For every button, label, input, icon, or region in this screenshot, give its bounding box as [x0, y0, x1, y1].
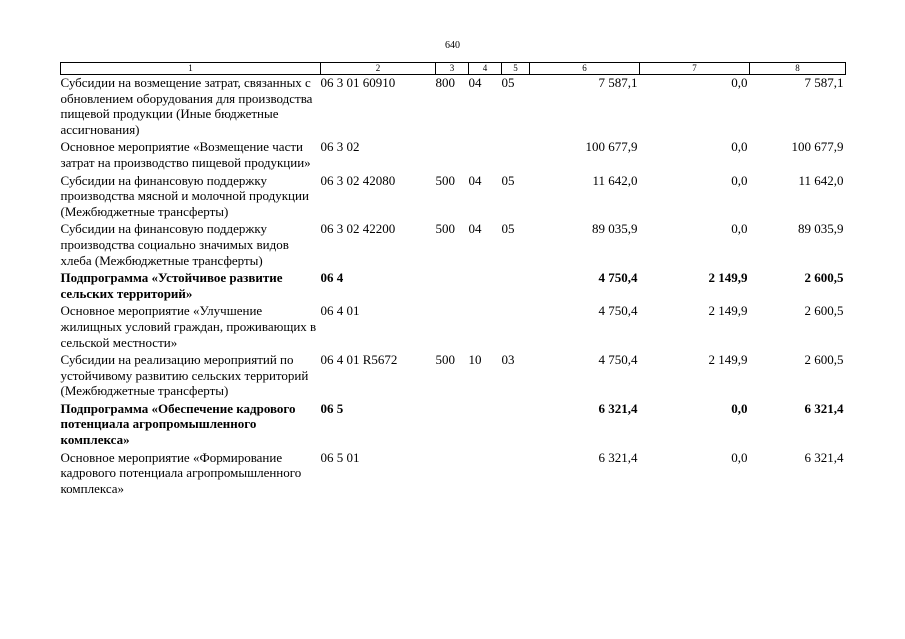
row-federal: 0,0 [731, 172, 748, 188]
row-expense-type [436, 139, 469, 172]
header-cell-7: 7 [640, 63, 750, 75]
row-total: 100 677,9 [585, 139, 638, 155]
row-code: 06 5 01 [320, 449, 360, 465]
table-row [61, 401, 846, 450]
row-total: 4 750,4 [598, 270, 638, 286]
row-subsection [502, 139, 530, 172]
row-expense-type [436, 401, 469, 450]
row-name: Подпрограмма «Устойчивое развитие сельских территорий» [60, 270, 283, 301]
row-total: 6 321,4 [598, 400, 638, 416]
row-federal: 2 149,9 [708, 352, 748, 368]
table-row [61, 173, 846, 222]
table-row [61, 303, 846, 352]
row-subsection [502, 401, 530, 450]
row-name: Основное мероприятие «Улучшение жилищных условий граждан, проживающих в сельской местности» [60, 303, 317, 350]
row-regional: 89 035,9 [798, 221, 844, 237]
budget-table [60, 62, 846, 498]
row-regional: 2 600,5 [804, 303, 844, 319]
row-section [469, 450, 502, 499]
table-row [61, 75, 846, 140]
row-federal: 2 149,9 [708, 303, 748, 319]
row-total: 89 035,9 [592, 221, 638, 237]
row-total: 6 321,4 [598, 449, 638, 465]
row-name: Субсидии на финансовую поддержку производства мясной и молочной продукции (Межбюджетные трансферты) [60, 172, 309, 219]
page-number: 640 [445, 40, 460, 51]
row-section [469, 303, 502, 352]
table-body [61, 75, 846, 499]
row-federal: 0,0 [731, 449, 748, 465]
row-federal: 0,0 [731, 400, 748, 416]
row-section [469, 270, 502, 303]
header-cell-8: 8 [750, 63, 846, 75]
row-expense-type [436, 270, 469, 303]
header-cell-6: 6 [530, 63, 640, 75]
row-subsection [502, 450, 530, 499]
row-section [469, 139, 502, 172]
row-total: 4 750,4 [598, 303, 638, 319]
row-code: 06 3 02 42200 [320, 221, 396, 237]
header-cell-2: 2 [321, 63, 436, 75]
row-name: Субсидии на возмещение затрат, связанных с обновлением оборудования для производства пищевой продукции (Иные бюджетные ассигнования) [60, 75, 313, 137]
row-code: 06 3 02 [320, 139, 360, 155]
row-section: 04 [468, 75, 482, 90]
row-total: 4 750,4 [598, 352, 638, 368]
row-name: Основное мероприятие «Возмещение части затрат на производство пищевой продукции» [60, 139, 311, 170]
row-subsection: 05 [501, 221, 515, 237]
row-subsection: 05 [501, 75, 515, 90]
row-expense-type [436, 450, 469, 499]
row-total: 11 642,0 [592, 172, 638, 188]
row-name: Субсидии на реализацию мероприятий по устойчивому развитию сельских территорий (Межбюджетные трансферты) [60, 352, 309, 399]
row-expense-type: 500 [435, 352, 455, 368]
row-subsection: 05 [501, 172, 515, 188]
row-expense-type [436, 303, 469, 352]
row-expense-type: 500 [435, 221, 455, 237]
row-section: 04 [468, 221, 482, 237]
header-cell-5: 5 [502, 63, 530, 75]
row-regional: 11 642,0 [798, 172, 844, 188]
table-header [61, 63, 846, 75]
header-cell-3: 3 [436, 63, 469, 75]
row-section [469, 401, 502, 450]
row-subsection [502, 303, 530, 352]
table-row [61, 139, 846, 172]
row-federal: 0,0 [731, 221, 748, 237]
row-name: Субсидии на финансовую поддержку производства социально значимых видов хлеба (Межбюджетные трансферты) [60, 221, 289, 268]
row-subsection: 03 [501, 352, 515, 368]
row-regional: 100 677,9 [791, 139, 844, 155]
row-regional: 6 321,4 [804, 449, 844, 465]
row-name: Подпрограмма «Обеспечение кадрового потенциала агропромышленного комплекса» [60, 400, 296, 448]
row-subsection [502, 270, 530, 303]
header-cell-1: 1 [61, 63, 321, 75]
table-row [61, 352, 846, 401]
header-cell-4: 4 [469, 63, 502, 75]
row-regional: 6 321,4 [804, 400, 844, 416]
table-row [61, 270, 846, 303]
header-row [61, 63, 846, 75]
row-regional: 7 587,1 [804, 75, 844, 90]
row-section: 10 [468, 352, 482, 368]
row-code: 06 3 02 42080 [320, 172, 396, 188]
row-total: 7 587,1 [598, 75, 638, 90]
row-federal: 0,0 [731, 139, 748, 155]
row-code: 06 5 [320, 400, 344, 416]
table-row [61, 450, 846, 499]
row-federal: 0,0 [731, 75, 748, 90]
row-expense-type: 500 [435, 172, 455, 188]
row-code: 06 4 01 [320, 303, 360, 319]
row-regional: 2 600,5 [804, 270, 844, 286]
row-code: 06 4 [320, 270, 344, 286]
row-code: 06 3 01 60910 [320, 75, 396, 90]
row-section: 04 [468, 172, 482, 188]
table-row [61, 221, 846, 270]
row-expense-type: 800 [435, 75, 455, 90]
row-regional: 2 600,5 [804, 352, 844, 368]
row-federal: 2 149,9 [708, 270, 748, 286]
row-name: Основное мероприятие «Формирование кадрового потенциала агропромышленного комплекса» [60, 449, 302, 496]
row-code: 06 4 01 R5672 [320, 352, 398, 368]
